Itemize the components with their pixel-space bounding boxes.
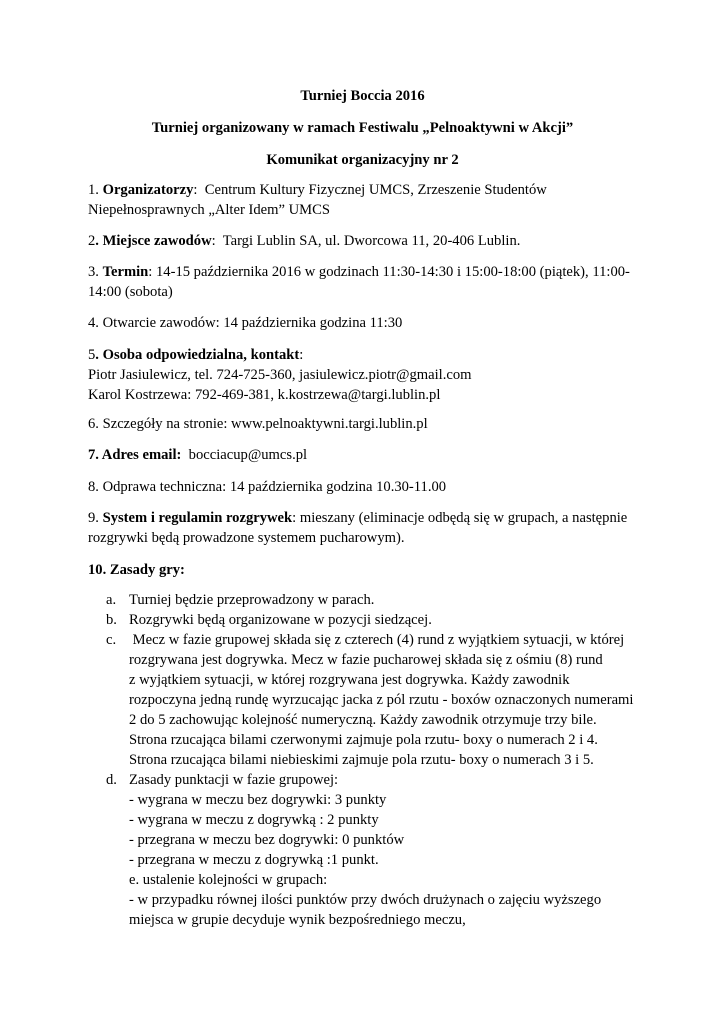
list-item-line: rozgrywana jest dogrywka. Mecz w fazie pucharowej składa się z ośmiu (8) rund xyxy=(129,652,603,668)
contact-line-2: Karol Kostrzewa: 792-469-381, k.kostrzewa@targi.lublin.pl xyxy=(88,387,441,403)
list-item-text: Rozgrywki będą organizowane w pozycji siedzącej. xyxy=(129,612,432,628)
list-item-line: Zasady punktacji w fazie grupowej: xyxy=(129,772,339,788)
section-website: 6. Szczegóły na stronie: www.pelnoaktywni.targi.lublin.pl xyxy=(88,416,428,432)
section-number: 5 xyxy=(88,347,96,363)
section-text-continued: 14:00 (sobota) xyxy=(88,284,173,300)
section-label: 7. Adres email: xyxy=(88,447,182,463)
list-item-line: Mecz w fazie grupowej składa się z czterech (4) rund z wyjątkiem sytuacji, w której xyxy=(129,632,625,648)
section-label: Organizatorzy xyxy=(102,182,194,198)
communique-title: Komunikat organizacyjny nr 2 xyxy=(266,152,459,168)
list-item xyxy=(88,610,648,630)
section-number: 1. xyxy=(88,182,103,198)
section-text-continued: rozgrywki będą prowadzone systemem pucharowym). xyxy=(88,530,405,546)
section-email xyxy=(88,445,648,465)
section-system xyxy=(88,508,648,548)
list-marker: a. xyxy=(106,592,117,608)
list-item xyxy=(88,770,648,930)
list-item-line: Strona rzucająca bilami czerwonymi zajmuje pola rzutu- boxy o numerach 2 i 4. xyxy=(129,732,598,748)
section-text: bocciacup@umcs.pl xyxy=(181,447,308,463)
section-date xyxy=(88,262,648,302)
section-briefing: 8. Odprawa techniczna: 14 października godzina 10.30-11.00 xyxy=(88,479,447,495)
section-number: 9. xyxy=(88,510,103,526)
list-item-line: - w przypadku równej ilości punktów przy dwóch drużynach o zajęciu wyższego xyxy=(129,892,602,908)
list-item-line: - wygrana w meczu z dogrywką : 2 punkty xyxy=(129,812,379,828)
section-label: . Miejsce zawodów xyxy=(95,233,212,249)
section-contact xyxy=(88,345,648,405)
section-organizers xyxy=(88,180,648,220)
section-text: : 14-15 października 2016 w godzinach 11:30-14:30 i 15:00-18:00 (piątek), 11:00- xyxy=(148,264,630,280)
section-label: System i regulamin rozgrywek xyxy=(102,510,293,526)
list-marker: d. xyxy=(106,772,117,788)
list-item-line: rozpoczyna jedną rundę wyrzucając jacka z pól rzutu - boxów oznaczonych numerami xyxy=(129,692,634,708)
document-subtitle: Turniej organizowany w ramach Festiwalu „Pelnoaktywni w Akcji” xyxy=(151,120,574,136)
section-text: Centrum Kultury Fizycznej UMCS, Zrzeszenie Studentów xyxy=(197,182,547,198)
section-rules-heading: 10. Zasady gry: xyxy=(88,562,185,578)
section-label: Termin xyxy=(102,264,149,280)
list-item-line: - wygrana w meczu bez dogrywki: 3 punkty xyxy=(129,792,387,808)
list-item xyxy=(88,590,648,610)
section-text: : Targi Lublin SA, ul. Dworcowa 11, 20-406 Lublin. xyxy=(211,233,521,249)
rules-list xyxy=(88,590,648,930)
section-opening: 4. Otwarcie zawodów: 14 października godzina 11:30 xyxy=(88,315,403,331)
list-item-line: - przegrana w meczu z dogrywką :1 punkt. xyxy=(129,852,379,868)
list-item-line: Strona rzucająca bilami niebieskimi zajmuje pola rzutu- boxy o numerach 3 i 5. xyxy=(129,752,594,768)
section-venue xyxy=(88,231,648,251)
section-colon: : xyxy=(299,347,304,363)
list-item-line: 2 do 5 zachowując kolejność numeryczną. Każdy zawodnik otrzymuje trzy bile. xyxy=(129,712,597,728)
list-item xyxy=(88,630,648,770)
contact-line-1: Piotr Jasiulewicz, tel. 724-725-360, jasiulewicz.piotr@gmail.com xyxy=(88,367,472,383)
list-marker: b. xyxy=(106,612,117,628)
list-item-line: miejsca w grupie decyduje wynik bezpośredniego meczu, xyxy=(129,912,466,928)
section-colon: : xyxy=(193,182,198,198)
section-text: : mieszany (eliminacje odbędą się w grupach, a następnie xyxy=(292,510,628,526)
list-marker: c. xyxy=(106,632,117,648)
list-item-line: e. ustalenie kolejności w grupach: xyxy=(129,872,328,888)
list-item-line: z wyjątkiem sytuacji, w której rozgrywana jest dogrywka. Każdy zawodnik xyxy=(129,672,570,688)
section-label: . Osoba odpowiedzialna, kontakt xyxy=(95,347,300,363)
list-item-line: - przegrana w meczu bez dogrywki: 0 punktów xyxy=(129,832,405,848)
section-number: 3. xyxy=(88,264,103,280)
section-text-continued: Niepełnosprawnych „Alter Idem” UMCS xyxy=(88,202,330,218)
document-title: Turniej Boccia 2016 xyxy=(300,88,425,104)
section-number: 2 xyxy=(88,233,96,249)
list-item-text: Turniej będzie przeprowadzony w parach. xyxy=(129,592,375,608)
